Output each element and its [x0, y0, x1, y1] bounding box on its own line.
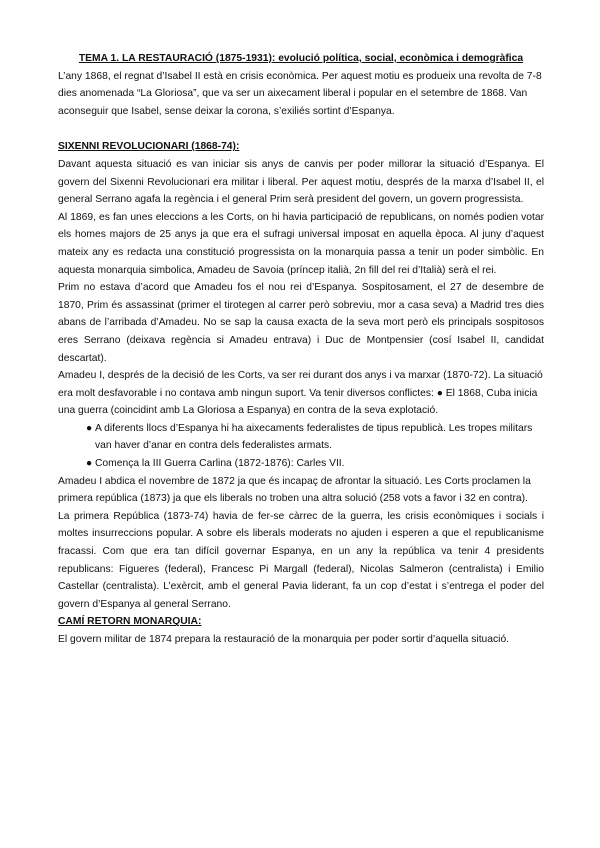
list-item [86, 455, 544, 473]
document-page [58, 50, 544, 649]
intro-paragraph: L’any 1868, el regnat d’Isabel II està en crisis econòmica. Per aquest motiu es produeix una revolta de 7-8 dies anomenada “La Gloriosa”, que va ser un aixecament liberal i popular en el setembre de 1868. Van aconseguir que Isabel, sense deixar la corona, s’exiliés sortint d’Espanya. [58, 70, 542, 117]
list-item-text: Comença la III Guerra Carlina (1872-1876): Carles VII. [95, 458, 345, 470]
bullet-icon: ● [86, 422, 93, 434]
document-title: TEMA 1. LA RESTAURACIÓ (1875-1931): evolució política, social, econòmica i demogràfica [78, 53, 524, 64]
conflicts-list [58, 420, 544, 473]
paragraph: Amadeu I, després de la decisió de les Corts, va ser rei durant dos anys i va marxar (1870-72). La situació era molt desfavorable i no contava amb ningun suport. Va tenir diversos conflictes: ● El 1868, Cuba inicia una guerra (coincidint amb La Gloriosa a Espanya) en contra de la seva explotació. [58, 370, 543, 417]
paragraph: La primera República (1873-74) havia de fer-se càrrec de la guerra, les crisis econòmiques i socials i moltes insurreccions popular. A sobre els liberals moderats no ajuden i esperen a que el republicanisme fracassi. Com que era tan difícil governar Espanya, en un any la república va tenir 4 presidents republicans: Figueres (federal), Francesc Pi Margall (federal), Nicolas Salmeron (centralista) i Emilio Castellar (centralista). L’exèrcit, amb el general Pavia liderant, fa un cop d’estat i s’entrega el poder del govern d’Espanya al general Serrano. [58, 510, 544, 610]
bullet-icon: ● [86, 458, 93, 470]
paragraph: Amadeu I abdica el novembre de 1872 ja que és incapaç de afrontar la situació. Les Corts proclamen la primera república (1873) ja que els liberals no troben una altra solució (258 vots a favor i 32 en contra). [58, 475, 531, 505]
list-item [86, 420, 544, 455]
paragraph: Davant aquesta situació es van iniciar sis anys de canvis per poder millorar la situació d’Espanya. El govern del Sixenni Revolucionari era militar i liberal. Per aquest motiu, després de la marxa d’Isabel II, el general Serrano agafa la regència i el general Prim serà president del govern, un govern progressista. [58, 158, 544, 206]
paragraph: Prim no estava d’acord que Amadeu fos el nou rei d’Espanya. Sospitosament, el 27 de desembre de 1870, Prim és assassinat (primer el tirotegen al carrer però sobreviu, mor a casa seva) a Madrid tres dies abans de l’arribada d’Amadeu. No se sap la causa exacta de la seva mort però els principals sospitosos eres Serrano (deixava regència si Amadeu entrava) i Duc de Montpensier (cosí Isabel II, candidat descartat). [58, 282, 544, 364]
paragraph: Al 1869, es fan unes eleccions a les Corts, on hi havia participació de republicans, on només podien votar els homes majors de 25 anys ja que era el sufragi universal imposat en aquella època. Al juny d’aquest mateix any es redacta una constitució progressista on la monarquia passa a tenir un poder simbòlic. En aquesta monarquia simbolica, Amadeu de Savoia (príncep italià, 2n fill del rei d’Italià) serà el rei. [58, 211, 544, 276]
section-heading-retorn-monarquia: CAMÍ RETORN MONARQUIA: [58, 616, 202, 628]
section-heading-sixenni: SIXENNI REVOLUCIONARI (1868-74): [58, 141, 240, 153]
paragraph: El govern militar de 1874 prepara la restauració de la monarquia per poder sortir d’aquella situació. [58, 634, 510, 645]
list-item-text: A diferents llocs d’Espanya hi ha aixecaments federalistes de tipus republicà. Les tropes militars van haver d’anar en contra dels federalistes armats. [95, 422, 533, 452]
